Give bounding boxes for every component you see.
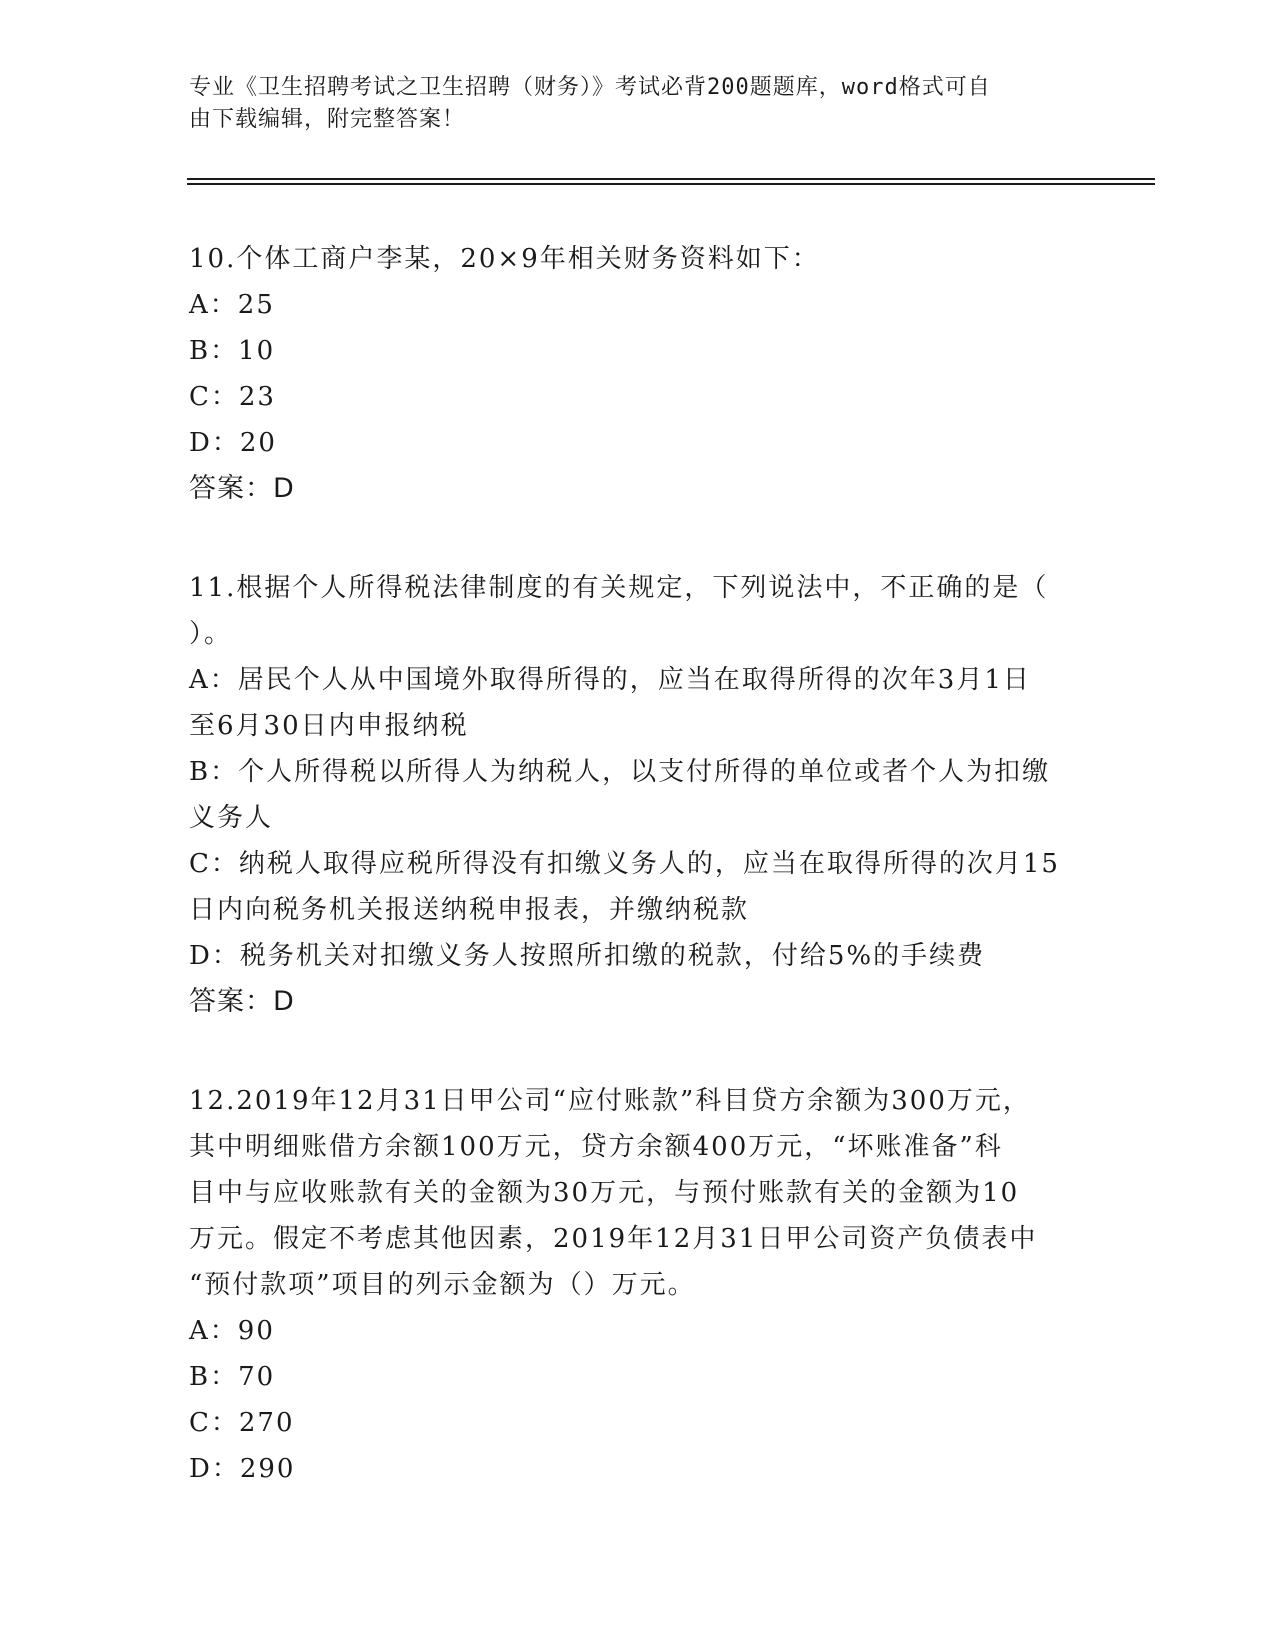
question-stem: 10.个体工商户李某，20×9年相关财务资料如下： — [189, 244, 820, 274]
question-stem-continued: ）。 — [189, 619, 233, 649]
question-spacer — [189, 512, 1089, 565]
option-a-continued: 至6月30日内申报纳税 — [189, 711, 469, 741]
question-stem-continued: 目中与应收账款有关的金额为30万元，与预付账款有关的金额为10 — [189, 1178, 1020, 1208]
question-11 — [189, 565, 1089, 1025]
header-divider-top — [187, 178, 1155, 180]
question-12 — [189, 1078, 1089, 1492]
question-list — [189, 236, 1089, 1492]
option-d: D：290 — [189, 1454, 296, 1484]
option-b: B：个人所得税以所得人为纳税人，以支付所得的单位或者个人为扣缴 — [189, 757, 1051, 787]
option-b: B：10 — [189, 336, 276, 366]
question-stem-continued: 万元。假定不考虑其他因素，2019年12月31日甲公司资产负债表中 — [189, 1224, 1038, 1254]
question-stem-continued: “预付款项”项目的列示金额为（）万元。 — [189, 1270, 696, 1300]
question-spacer — [189, 1025, 1089, 1078]
document-header: 专业《卫生招聘考试之卫生招聘（财务）》考试必背200题题库，word格式可自 由下载编辑，附完整答案！ — [189, 75, 991, 132]
header-divider-bottom — [187, 183, 1155, 185]
question-10 — [189, 236, 1089, 512]
answer-label: 答案：D — [189, 986, 295, 1017]
option-a: A：居民个人从中国境外取得所得的，应当在取得所得的次年3月1日 — [189, 665, 1031, 695]
option-b-continued: 义务人 — [189, 803, 274, 833]
option-b: B：70 — [189, 1362, 276, 1392]
question-stem: 12.2019年12月31日甲公司“应付账款”科目贷方余额为300万元， — [189, 1086, 1031, 1116]
option-a: A：90 — [189, 1316, 275, 1346]
option-c: C：23 — [189, 382, 276, 412]
option-c: C：纳税人取得应税所得没有扣缴义务人的，应当在取得所得的次月15 — [189, 849, 1060, 879]
answer-label: 答案：D — [189, 473, 295, 504]
option-d: D：税务机关对扣缴义务人按照所扣缴的税款，付给5%的手续费 — [189, 941, 986, 971]
option-a: A：25 — [189, 290, 275, 320]
question-stem: 11.根据个人所得税法律制度的有关规定，下列说法中，不正确的是（ — [189, 573, 1049, 603]
question-stem-continued: 其中明细账借方余额100万元，贷方余额400万元，“坏账准备”科 — [189, 1132, 1003, 1162]
option-c-continued: 日内向税务机关报送纳税申报表，并缴纳税款 — [189, 895, 750, 925]
option-c: C：270 — [189, 1408, 295, 1438]
option-d: D：20 — [189, 428, 277, 458]
